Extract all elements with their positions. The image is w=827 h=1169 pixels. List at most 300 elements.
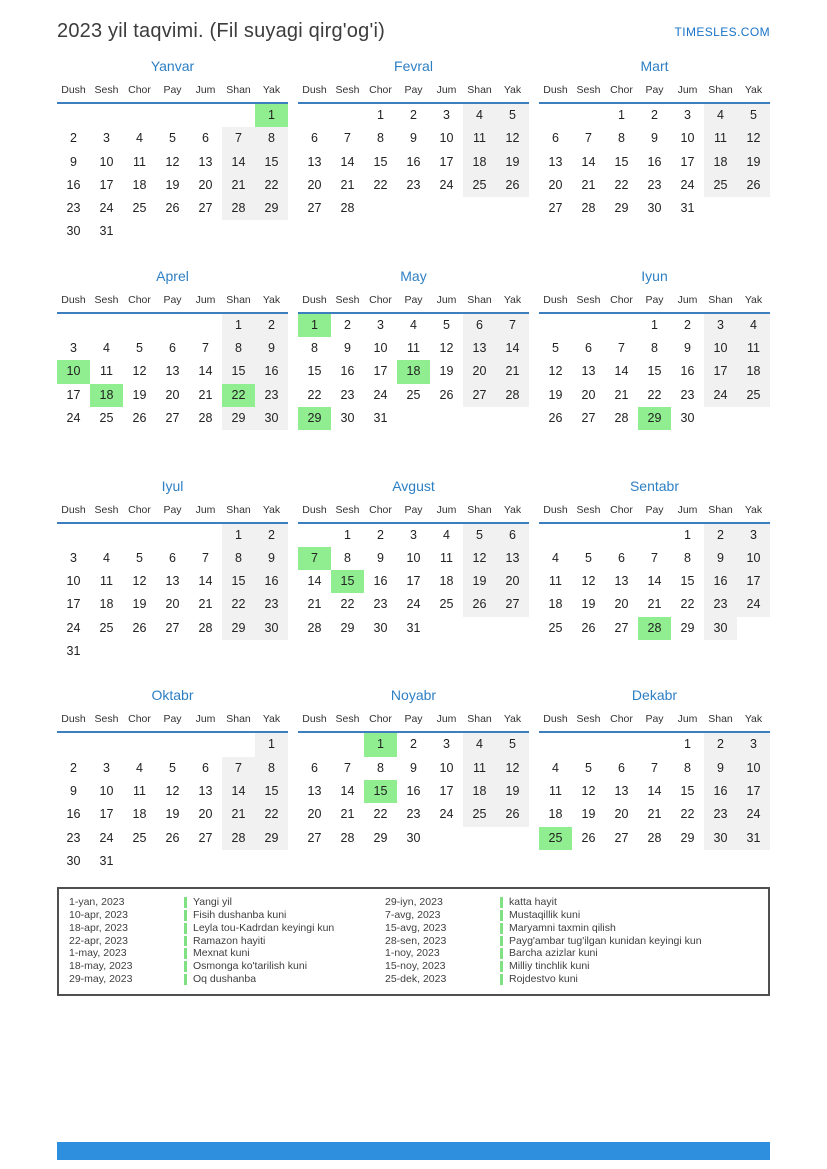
day-cell: 28	[307, 620, 322, 635]
day-cell: 6	[202, 131, 209, 146]
empty-cell	[605, 850, 638, 873]
empty-cell	[364, 220, 397, 243]
empty-cell	[539, 314, 572, 337]
day-cell: 18	[90, 384, 123, 407]
empty-cell	[430, 407, 463, 430]
day-cell: 14	[222, 151, 255, 174]
day-cell: 3	[377, 317, 384, 332]
empty-cell	[463, 197, 496, 220]
empty-cell	[189, 524, 222, 547]
weekday-label: Yak	[496, 710, 529, 733]
weekday-label: Dush	[57, 710, 90, 733]
empty-cell	[605, 220, 638, 243]
day-cell: 2	[651, 108, 658, 122]
day-cell: 4	[136, 760, 143, 775]
weekday-label: Shan	[463, 710, 496, 733]
weekday-label: Dush	[298, 81, 331, 104]
day-cell: 19	[737, 151, 770, 174]
month-title: Iyul	[161, 477, 184, 494]
day-cell: 2	[377, 527, 384, 542]
empty-cell	[496, 197, 529, 220]
holiday-marker-bar	[500, 974, 503, 985]
empty-cell	[156, 640, 189, 663]
day-cell: 17	[66, 597, 81, 612]
empty-cell	[605, 314, 638, 337]
holiday-date: 1-noy, 2023	[385, 947, 440, 960]
day-cell: 3	[70, 341, 77, 356]
empty-cell	[123, 430, 156, 453]
day-cell: 24	[373, 387, 388, 402]
day-cell: 16	[255, 570, 288, 593]
day-cell: 28	[647, 830, 662, 845]
weekday-label: Shan	[463, 81, 496, 104]
weekday-label: Jum	[671, 710, 704, 733]
day-cell: 19	[439, 364, 454, 379]
empty-cell	[156, 314, 189, 337]
holiday-date: 25-dek, 2023	[385, 972, 447, 985]
day-cell: 11	[463, 757, 496, 780]
empty-cell	[605, 640, 638, 663]
month-iyul	[57, 477, 288, 664]
day-cell: 29	[373, 830, 388, 845]
day-cell: 18	[439, 574, 454, 589]
day-cell: 9	[70, 783, 77, 798]
holiday-name: Rojdestvo kuni	[509, 972, 578, 985]
weekday-label: Sesh	[331, 291, 364, 314]
holiday-marker-bar	[500, 936, 503, 947]
weekday-label: Chor	[605, 710, 638, 733]
day-cell: 10	[66, 574, 81, 589]
day-cell: 25	[463, 174, 496, 197]
legend-row	[385, 896, 758, 909]
weekday-label: Shan	[704, 81, 737, 104]
month-title: Fevral	[394, 58, 433, 74]
day-cell: 16	[704, 570, 737, 593]
empty-cell	[364, 850, 397, 873]
day-cell: 24	[439, 807, 454, 822]
empty-cell	[222, 733, 255, 756]
holiday-name: katta hayit	[509, 896, 557, 909]
empty-cell	[539, 733, 572, 756]
day-cell: 28	[198, 620, 213, 635]
day-cell: 29	[680, 830, 695, 845]
day-cell: 27	[165, 620, 180, 635]
day-cell: 6	[552, 131, 559, 146]
month-fevral	[298, 57, 529, 244]
month-table	[539, 710, 770, 873]
day-cell: 6	[618, 550, 625, 565]
day-cell: 26	[463, 593, 496, 616]
empty-cell	[572, 850, 605, 873]
day-cell: 15	[680, 783, 695, 798]
holiday-date: 18-apr, 2023	[69, 921, 128, 934]
legend-row	[385, 922, 758, 935]
day-cell: 13	[614, 574, 629, 589]
holiday-marker-bar	[184, 936, 187, 947]
day-cell: 22	[680, 807, 695, 822]
weekday-label: Sesh	[331, 710, 364, 733]
day-cell: 3	[103, 760, 110, 775]
month-title: Aprel	[156, 267, 189, 284]
day-cell: 21	[222, 803, 255, 826]
day-cell: 4	[103, 341, 110, 356]
weekday-label: Yak	[737, 710, 770, 733]
weekday-label: Pay	[156, 710, 189, 733]
day-cell: 24	[737, 593, 770, 616]
legend-row	[69, 973, 385, 986]
legend-row	[69, 896, 385, 909]
empty-cell	[496, 617, 529, 640]
day-cell: 1	[651, 317, 658, 332]
empty-cell	[572, 104, 605, 127]
day-cell: 11	[549, 783, 562, 798]
day-cell: 22	[255, 174, 288, 197]
weekday-label: Pay	[156, 81, 189, 104]
day-cell: 7	[344, 760, 351, 775]
day-cell: 28	[614, 410, 629, 425]
weekday-label: Dush	[539, 291, 572, 314]
day-cell: 1	[684, 527, 691, 542]
day-cell: 29	[222, 617, 255, 640]
empty-cell	[704, 197, 737, 220]
month-title: Mart	[640, 58, 669, 74]
weekday-label: Yak	[255, 81, 288, 104]
empty-cell	[189, 733, 222, 756]
empty-cell	[123, 850, 156, 873]
day-cell: 18	[132, 807, 147, 822]
day-cell: 5	[585, 760, 592, 775]
weekday-label: Pay	[397, 501, 430, 524]
month-title: Sentabr	[629, 477, 680, 494]
weekday-label: Dush	[57, 501, 90, 524]
day-cell: 16	[373, 574, 388, 589]
day-cell: 19	[496, 151, 529, 174]
day-cell: 5	[552, 341, 559, 356]
month-table	[539, 81, 770, 244]
empty-cell	[539, 220, 572, 243]
weekday-label: Dush	[298, 710, 331, 733]
day-cell: 4	[463, 104, 496, 127]
day-cell: 29	[340, 620, 355, 635]
holiday-name: Maryamni taxmin qilish	[509, 921, 616, 934]
empty-cell	[331, 640, 364, 663]
weekday-label: Sesh	[90, 291, 123, 314]
weekday-label: Shan	[222, 501, 255, 524]
day-cell: 24	[66, 410, 81, 425]
weekday-label: Pay	[397, 291, 430, 314]
holiday-marker-bar	[500, 910, 503, 921]
day-cell: 23	[406, 807, 421, 822]
empty-cell	[605, 430, 638, 453]
day-cell: 17	[439, 154, 454, 169]
day-cell: 15	[222, 570, 255, 593]
empty-cell	[156, 104, 189, 127]
weekday-label: Pay	[156, 291, 189, 314]
day-cell: 23	[373, 597, 388, 612]
day-cell: 8	[377, 131, 384, 146]
weekday-label: Dush	[57, 291, 90, 314]
day-cell: 31	[680, 201, 695, 216]
weekday-label: Sesh	[90, 81, 123, 104]
day-cell: 10	[373, 341, 388, 356]
empty-cell	[430, 617, 463, 640]
day-cell: 5	[443, 317, 450, 332]
weekday-label: Yak	[496, 291, 529, 314]
month-title: Yanvar	[150, 58, 195, 74]
empty-cell	[189, 104, 222, 127]
day-cell: 7	[496, 314, 529, 337]
day-cell: 12	[581, 783, 596, 798]
page-header	[57, 0, 770, 57]
month-table	[539, 291, 770, 454]
day-cell: 15	[680, 574, 695, 589]
month-title: May	[400, 267, 427, 284]
weekday-label: Jum	[430, 291, 463, 314]
empty-cell	[397, 220, 430, 243]
weekday-label: Chor	[605, 291, 638, 314]
holiday-date: 18-may, 2023	[69, 960, 133, 973]
day-cell: 22	[647, 387, 662, 402]
empty-cell	[397, 407, 430, 430]
day-cell: 12	[132, 574, 147, 589]
day-cell: 14	[647, 783, 662, 798]
day-cell: 23	[66, 830, 81, 845]
day-cell: 19	[132, 387, 147, 402]
empty-cell	[539, 104, 572, 127]
weekday-label: Jum	[671, 291, 704, 314]
weekday-label: Yak	[496, 501, 529, 524]
legend-row	[385, 960, 758, 973]
day-cell: 30	[704, 617, 737, 640]
day-cell: 13	[307, 783, 322, 798]
day-cell: 17	[66, 387, 81, 402]
month-table	[57, 501, 288, 664]
day-cell: 21	[222, 174, 255, 197]
legend-column-right	[385, 896, 758, 986]
holiday-name: Fisih dushanba kuni	[193, 908, 287, 921]
empty-cell	[123, 524, 156, 547]
day-cell: 1	[298, 314, 331, 337]
weekday-label: Sesh	[331, 81, 364, 104]
day-cell: 5	[463, 524, 496, 547]
day-cell: 24	[66, 620, 81, 635]
day-cell: 30	[66, 853, 81, 868]
day-cell: 26	[132, 620, 147, 635]
day-cell: 12	[496, 127, 529, 150]
empty-cell	[539, 850, 572, 873]
day-cell: 7	[585, 131, 592, 146]
month-dekabr	[539, 686, 770, 873]
empty-cell	[156, 220, 189, 243]
months-grid	[57, 57, 770, 873]
site-link[interactable]: TIMESLES.COM	[674, 25, 770, 39]
empty-cell	[123, 733, 156, 756]
day-cell: 9	[684, 341, 691, 356]
holiday-name: Yangi yil	[193, 896, 232, 909]
day-cell: 12	[548, 364, 563, 379]
day-cell: 19	[496, 780, 529, 803]
day-cell: 17	[704, 360, 737, 383]
month-title: Oktabr	[151, 687, 194, 704]
day-cell: 25	[439, 597, 454, 612]
empty-cell	[463, 430, 496, 453]
day-cell: 31	[99, 853, 114, 868]
empty-cell	[298, 733, 331, 756]
day-cell: 14	[307, 574, 322, 589]
day-cell: 26	[439, 387, 454, 402]
day-cell: 10	[680, 131, 695, 146]
empty-cell	[737, 430, 770, 453]
day-cell: 29	[680, 620, 695, 635]
day-cell: 12	[737, 127, 770, 150]
day-cell: 24	[704, 384, 737, 407]
day-cell: 18	[463, 780, 496, 803]
day-cell: 11	[463, 127, 496, 150]
day-cell: 4	[552, 550, 559, 565]
day-cell: 20	[198, 807, 213, 822]
day-cell: 3	[684, 108, 691, 122]
weekday-label: Yak	[255, 501, 288, 524]
day-cell: 8	[222, 547, 255, 570]
day-cell: 13	[307, 154, 322, 169]
day-cell: 14	[340, 154, 355, 169]
day-cell: 14	[198, 574, 213, 589]
day-cell: 19	[548, 387, 563, 402]
empty-cell	[255, 850, 288, 873]
day-cell: 3	[737, 733, 770, 756]
day-cell: 12	[496, 757, 529, 780]
holiday-name: Ramazon hayiti	[193, 934, 266, 947]
day-cell: 25	[99, 410, 114, 425]
empty-cell	[222, 104, 255, 127]
day-cell: 3	[70, 550, 77, 565]
day-cell: 30	[406, 830, 421, 845]
day-cell: 10	[99, 154, 114, 169]
day-cell: 23	[255, 384, 288, 407]
day-cell: 29	[298, 407, 331, 430]
day-cell: 29	[614, 201, 629, 216]
empty-cell	[496, 827, 529, 850]
day-cell: 19	[581, 597, 596, 612]
day-cell: 25	[463, 803, 496, 826]
empty-cell	[539, 430, 572, 453]
day-cell: 20	[614, 807, 629, 822]
day-cell: 16	[647, 154, 662, 169]
day-cell: 12	[439, 341, 454, 356]
day-cell: 1	[344, 527, 351, 542]
day-cell: 28	[581, 201, 596, 216]
day-cell: 25	[132, 201, 147, 216]
weekday-label: Shan	[463, 501, 496, 524]
day-cell: 23	[406, 177, 421, 192]
day-cell: 27	[198, 201, 213, 216]
weekday-label: Dush	[57, 81, 90, 104]
day-cell: 17	[737, 780, 770, 803]
day-cell: 22	[255, 803, 288, 826]
day-cell: 5	[496, 733, 529, 756]
day-cell: 13	[198, 783, 213, 798]
empty-cell	[331, 430, 364, 453]
legend-row	[385, 935, 758, 948]
empty-cell	[430, 850, 463, 873]
empty-cell	[572, 430, 605, 453]
empty-cell	[364, 640, 397, 663]
day-cell: 19	[463, 570, 496, 593]
empty-cell	[638, 524, 671, 547]
day-cell: 18	[132, 177, 147, 192]
weekday-label: Sesh	[331, 501, 364, 524]
day-cell: 11	[133, 783, 146, 798]
empty-cell	[539, 640, 572, 663]
empty-cell	[430, 197, 463, 220]
day-cell: 21	[307, 597, 322, 612]
weekday-label: Shan	[222, 710, 255, 733]
day-cell: 13	[165, 574, 180, 589]
day-cell: 20	[165, 597, 180, 612]
empty-cell	[90, 524, 123, 547]
holiday-name: Osmonga ko'tarilish kuni	[193, 960, 308, 973]
day-cell: 26	[581, 830, 596, 845]
day-cell: 30	[66, 224, 81, 239]
weekday-label: Jum	[671, 81, 704, 104]
day-cell: 20	[496, 570, 529, 593]
empty-cell	[57, 430, 90, 453]
day-cell: 11	[133, 154, 146, 169]
day-cell: 8	[651, 341, 658, 356]
empty-cell	[189, 850, 222, 873]
day-cell: 20	[581, 387, 596, 402]
empty-cell	[156, 524, 189, 547]
weekday-label: Pay	[638, 291, 671, 314]
month-title: Dekabr	[631, 687, 678, 704]
day-cell: 2	[70, 131, 77, 146]
empty-cell	[671, 220, 704, 243]
day-cell: 23	[66, 201, 81, 216]
empty-cell	[397, 640, 430, 663]
weekday-label: Shan	[222, 81, 255, 104]
legend-row	[69, 960, 385, 973]
weekday-label: Sesh	[572, 291, 605, 314]
legend-row	[385, 909, 758, 922]
day-cell: 25	[406, 387, 421, 402]
weekday-label: Sesh	[90, 501, 123, 524]
empty-cell	[671, 430, 704, 453]
holiday-marker-bar	[500, 961, 503, 972]
weekday-label: Jum	[189, 291, 222, 314]
day-cell: 17	[737, 570, 770, 593]
day-cell: 22	[680, 597, 695, 612]
weekday-label: Jum	[430, 710, 463, 733]
holiday-name: Barcha azizlar kuni	[509, 947, 598, 960]
holiday-date: 29-iyn, 2023	[385, 896, 443, 909]
day-cell: 17	[99, 807, 114, 822]
empty-cell	[57, 104, 90, 127]
legend-row	[69, 947, 385, 960]
empty-cell	[430, 220, 463, 243]
day-cell: 7	[651, 550, 658, 565]
month-may	[298, 267, 529, 454]
empty-cell	[430, 430, 463, 453]
day-cell: 13	[581, 364, 596, 379]
empty-cell	[298, 220, 331, 243]
day-cell: 28	[198, 410, 213, 425]
day-cell: 4	[463, 733, 496, 756]
day-cell: 6	[618, 760, 625, 775]
day-cell: 14	[340, 783, 355, 798]
day-cell: 27	[198, 830, 213, 845]
weekday-label: Chor	[364, 81, 397, 104]
day-cell: 6	[463, 314, 496, 337]
